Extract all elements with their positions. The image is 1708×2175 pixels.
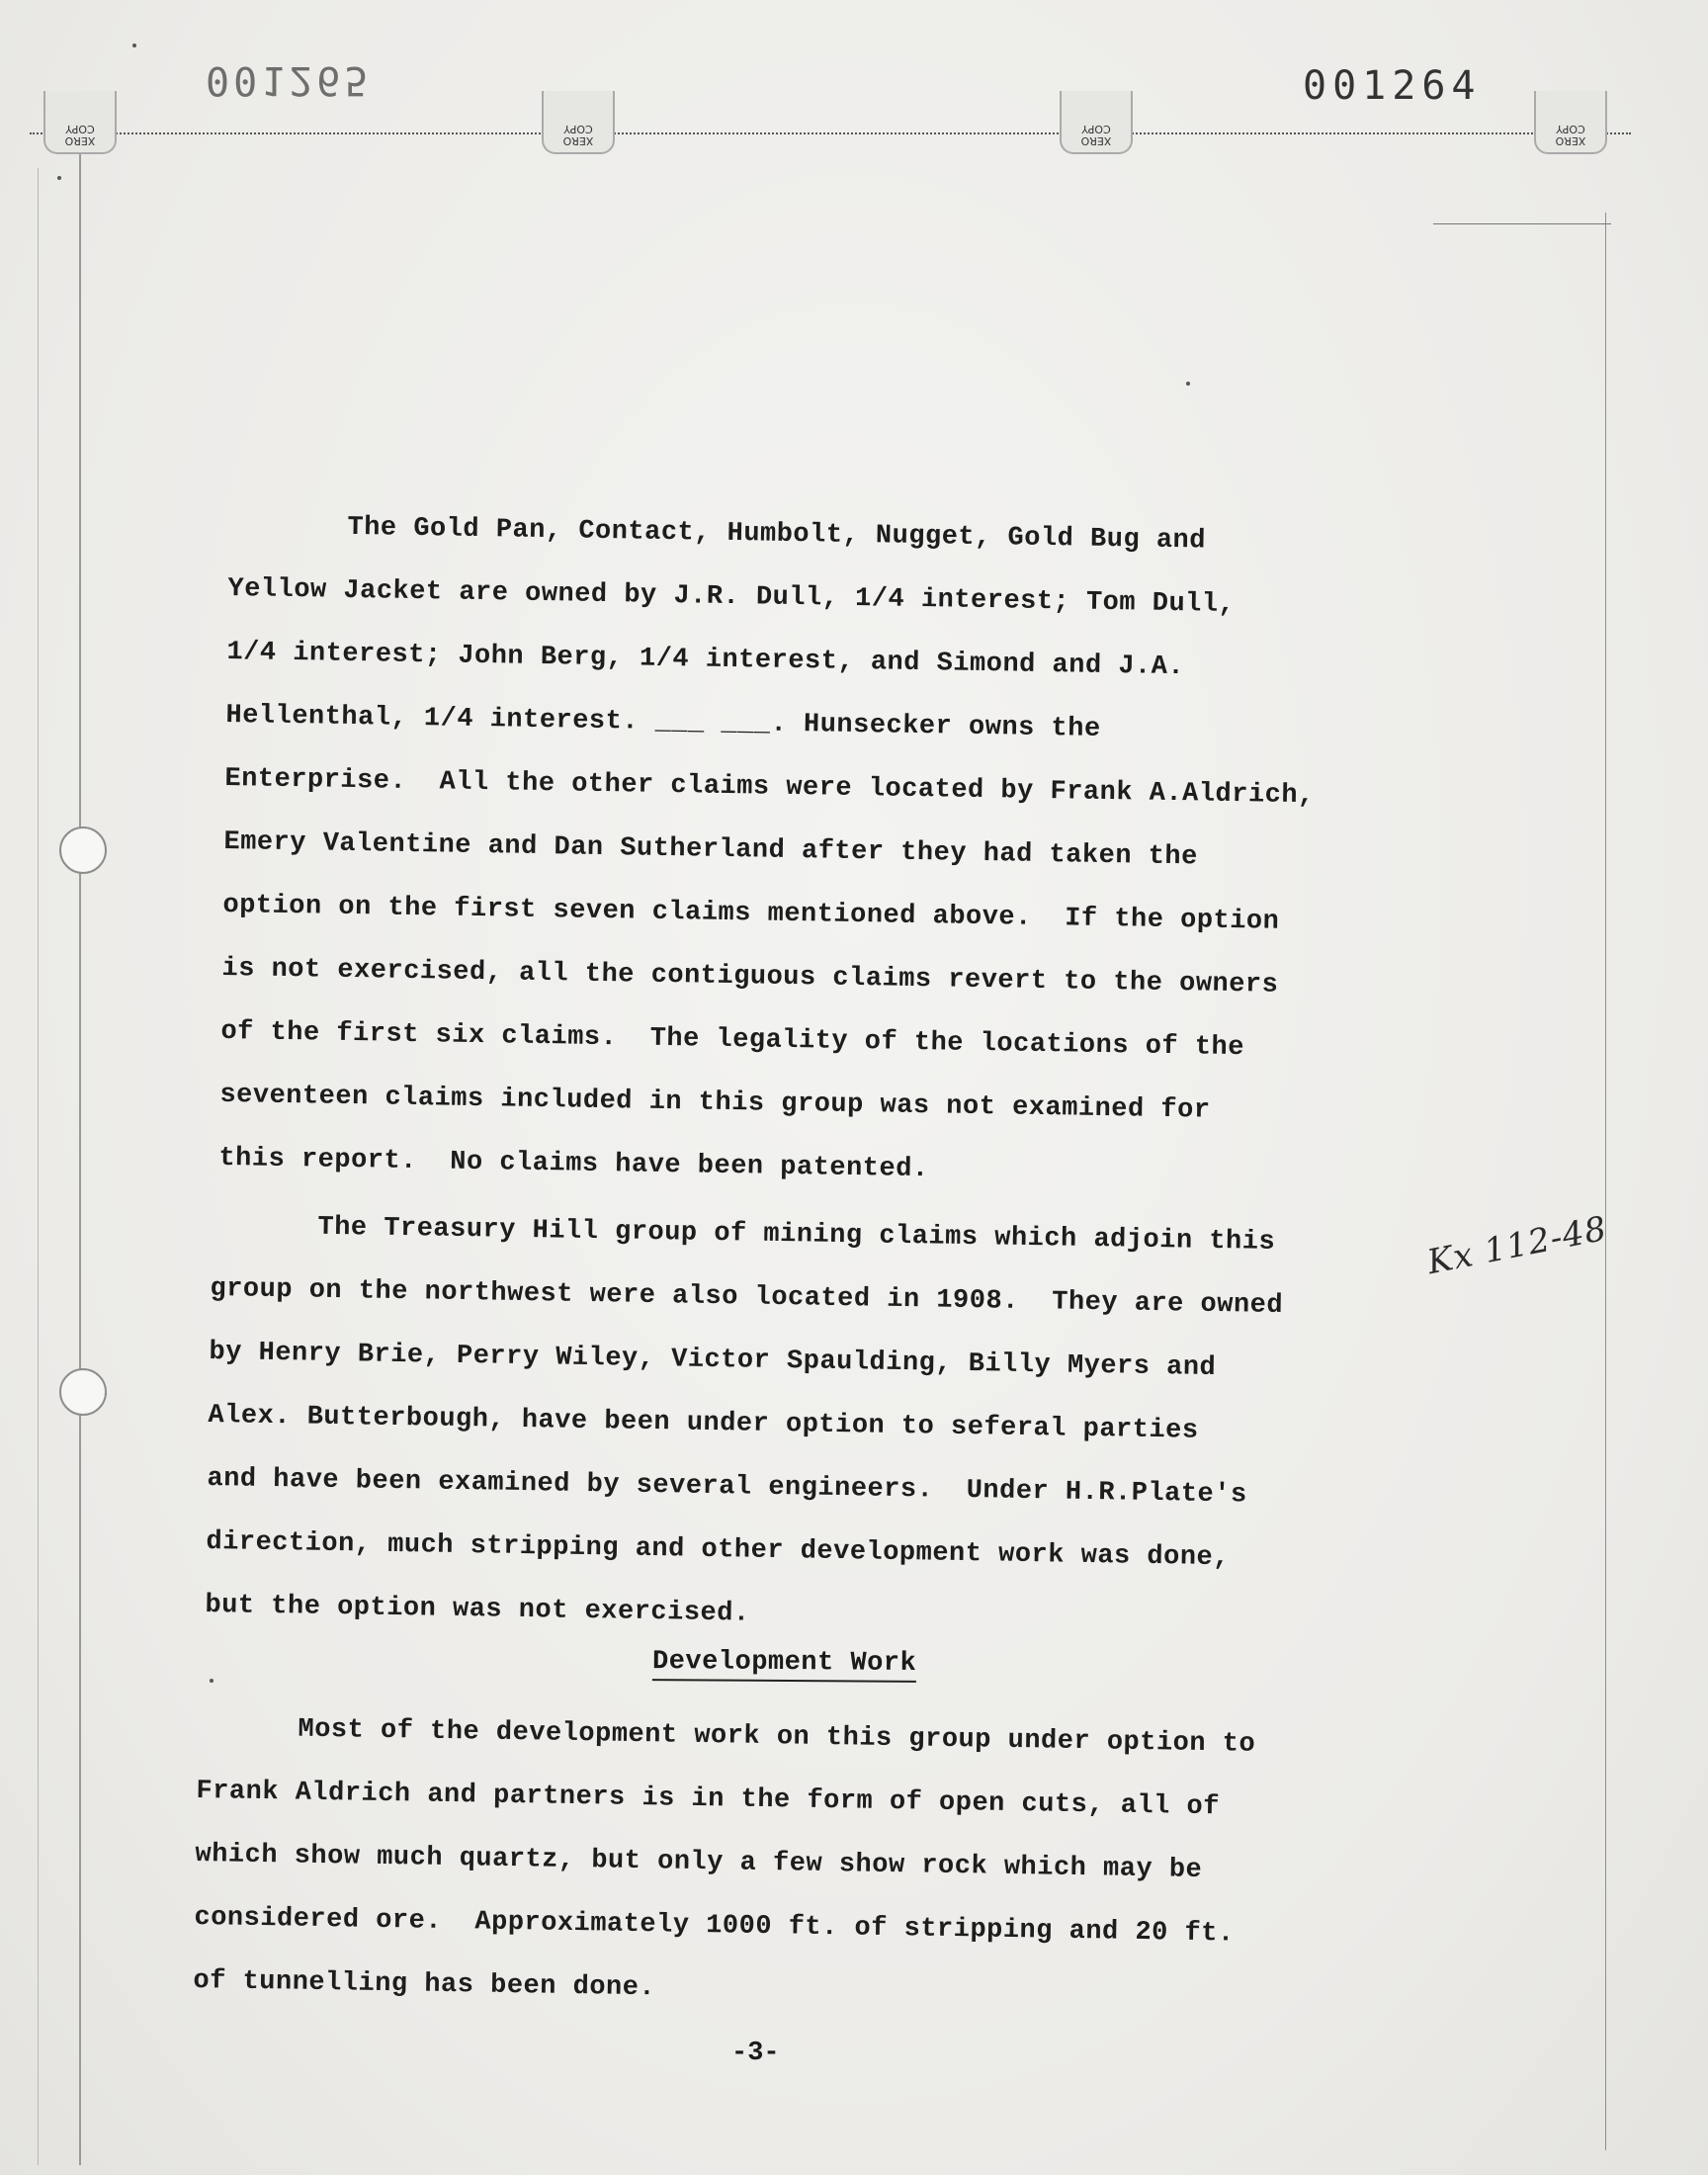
text-line: is not exercised, all the contiguous claims revert to the owners xyxy=(221,953,1279,1000)
text-line: of tunnelling has been done. xyxy=(193,1965,656,2004)
xero-copy-tab xyxy=(542,91,615,154)
punch-hole xyxy=(59,1368,107,1416)
text-line: which show much quartz, but only a few show rock which may be xyxy=(195,1839,1203,1885)
text-line: Most of the development work on this group under option to xyxy=(298,1714,1256,1760)
left-edge-shadow xyxy=(38,168,39,2165)
paragraph-claim-ownership xyxy=(218,494,1319,1207)
text-line: by Henry Brie, Perry Wiley, Victor Spaulding, Billy Myers and xyxy=(209,1337,1217,1383)
right-margin-rule xyxy=(1605,213,1606,2150)
xero-copy-tab-label: XERO COPY xyxy=(64,123,96,147)
xero-copy-tab xyxy=(43,91,117,154)
text-line: Alex. Butterbough, have been under option to seferal parties xyxy=(208,1400,1199,1446)
left-margin-rule xyxy=(79,138,81,2165)
handwritten-margin-note: Kx 112-48 xyxy=(1423,1208,1611,1283)
bates-number: 001264 xyxy=(1303,63,1482,109)
text-line: direction, much stripping and other development work was done, xyxy=(206,1526,1231,1574)
text-line: option on the first seven claims mentioned above. If the option xyxy=(222,890,1280,937)
xero-copy-tab xyxy=(1534,91,1607,154)
text-line: The Gold Pan, Contact, Humbolt, Nugget, Gold Bug and xyxy=(347,512,1207,557)
text-line: but the option was not exercised. xyxy=(205,1590,750,1629)
speck xyxy=(57,176,61,180)
text-line: Enterprise. All the other claims were located by Frank A.Aldrich, xyxy=(224,763,1315,812)
xero-copy-tab-label: XERO COPY xyxy=(1080,123,1112,147)
speck xyxy=(132,44,136,47)
paragraph-development-work xyxy=(193,1696,1256,2030)
punch-hole xyxy=(59,826,107,874)
text-line: Hellenthal, 1/4 interest. ___ ___. Hunsecker owns the xyxy=(225,700,1101,744)
mirrored-bates-stamp: 001265 xyxy=(206,57,373,103)
text-line: 1/4 interest; John Berg, 1/4 interest, and Simond and J.A. xyxy=(226,637,1185,683)
paragraph-treasury-hill xyxy=(205,1194,1285,1654)
text-line: seventeen claims included in this group was not examined for xyxy=(219,1080,1211,1126)
right-corner-rule xyxy=(1433,223,1611,224)
section-heading: Development Work xyxy=(652,1647,916,1683)
xero-copy-tab-label: XERO COPY xyxy=(1555,123,1586,147)
text-line: Yellow Jacket are owned by J.R. Dull, 1/4 interest; Tom Dull, xyxy=(227,573,1236,620)
text-line: Emery Valentine and Dan Sutherland after they had taken the xyxy=(223,826,1199,873)
xero-copy-tab xyxy=(1060,91,1133,154)
text-line: Frank Aldrich and partners is in the form of open cuts, all of xyxy=(196,1776,1221,1823)
speck xyxy=(210,1679,214,1683)
text-line: group on the northwest were also located in 1908. They are owned xyxy=(210,1273,1284,1322)
text-line: The Treasury Hill group of mining claims which adjoin this xyxy=(317,1212,1276,1258)
xero-copy-tab-label: XERO COPY xyxy=(562,123,594,147)
text-line: considered ore. Approximately 1000 ft. of stripping and 20 ft. xyxy=(194,1902,1235,1950)
page-number: -3- xyxy=(731,2039,780,2068)
text-line: this report. No claims have been patented. xyxy=(218,1143,929,1185)
text-line: of the first six claims. The legality of the locations of the xyxy=(220,1016,1245,1064)
text-line: and have been examined by several engineers. Under H.R.Plate's xyxy=(207,1463,1247,1511)
copy-edge-rule xyxy=(30,132,1631,134)
speck xyxy=(1186,382,1190,386)
